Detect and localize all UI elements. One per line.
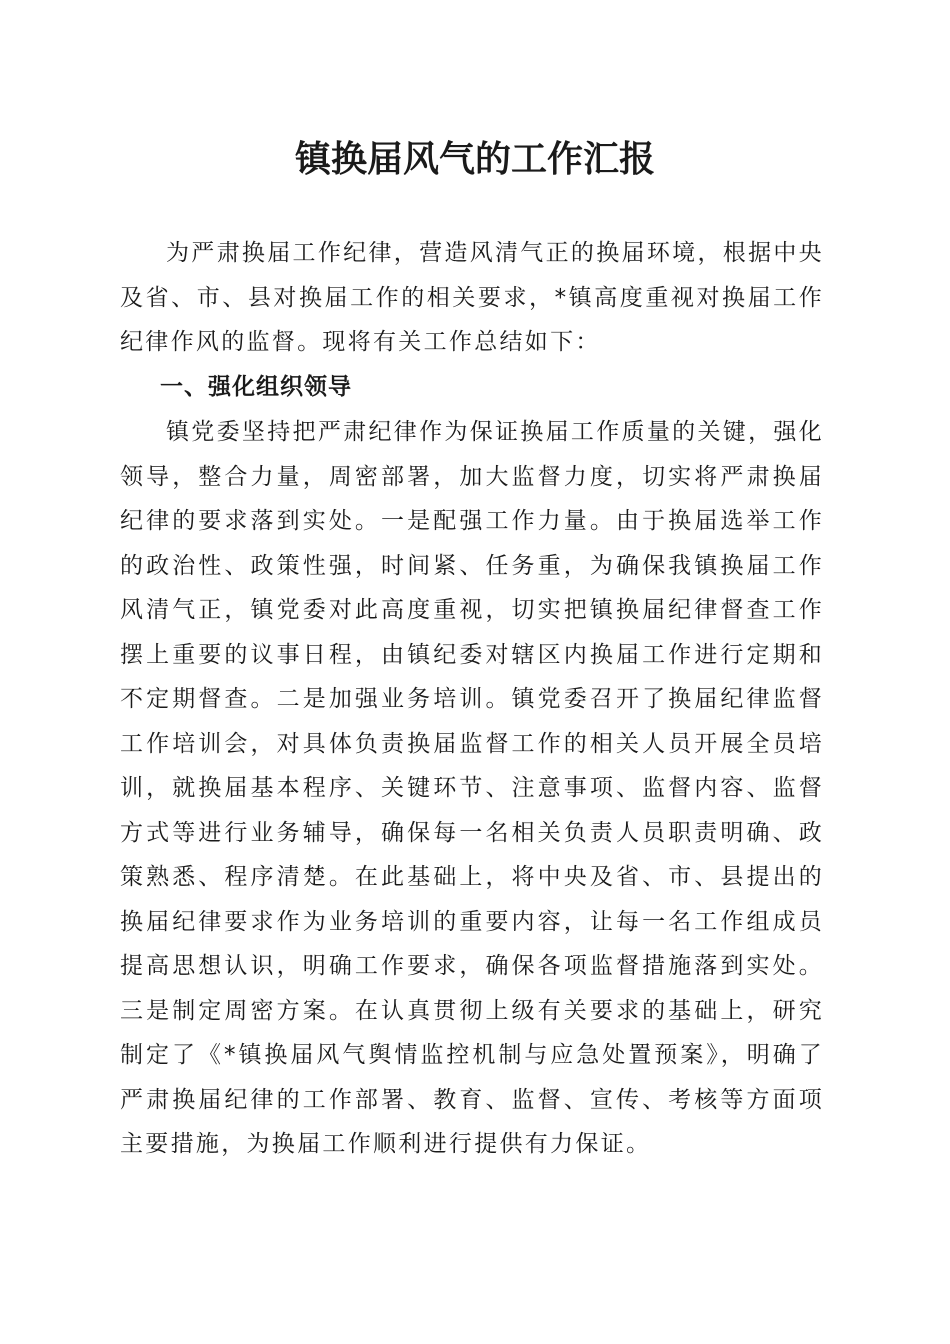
section-heading: 一、强化组织领导 — [160, 374, 352, 400]
section-paragraph: 镇党委坚持把严肃纪律作为保证换届工作质量的关键，强化领导，整合力量，周密部署，加大监督力度，切实将严肃换届纪律的要求落到实处。一是配强工作力量。由于换届选举工作的政治性、政策性强，时间紧、任务重，为确保我镇换届工作风清气正，镇党委对此高度重视，切实把镇换届纪律督查工作摆上重要的议事日程，由镇纪委对辖区内换届工作进行定期和不定期督查。二是加强业务培训。镇党委召开了换届纪律监督工作培训会，对具体负责换届监督工作的相关人员开展全员培训，就换届基本程序、关键环节、注意事项、监督内容、监督方式等进行业务辅导，确保每一名相关负责人员职责明确、政策熟悉、程序清楚。在此基础上，将中央及省、市、县提出的换届纪律要求作为业务培训的重要内容，让每一名工作组成员提高思想认识，明确工作要求，确保各项监督措施落到实处。三是制定周密方案。在认真贯彻上级有关要求的基础上，研究制定了《*镇换届风气舆情监控机制与应急处置预案》，明确了严肃换届纪律的工作部署、教育、监督、宣传、考核等方面项主要措施，为换届工作顺利进行提供有力保证。 — [120, 419, 824, 1157]
intro-paragraph: 为严肃换届工作纪律，营造风清气正的换届环境，根据中央及省、市、县对换届工作的相关要求，*镇高度重视对换届工作纪律作风的监督。现将有关工作总结如下： — [120, 240, 824, 355]
document-title: 镇换届风气的工作汇报 — [294, 138, 655, 180]
